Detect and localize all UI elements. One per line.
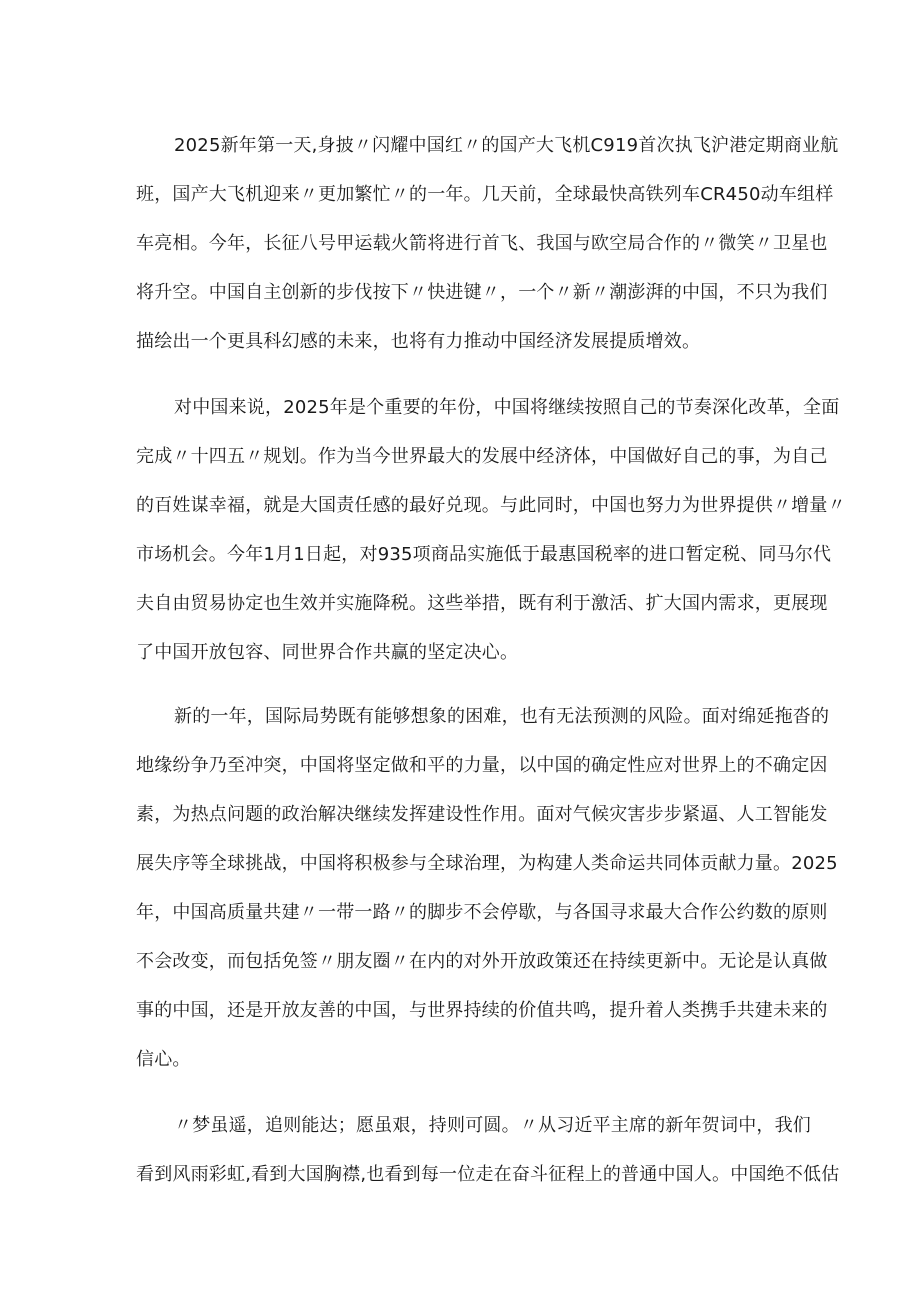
paragraph-2-line-2: 完成〃十四五〃规划。作为当今世界最大的发展中经济体，中国做好自己的事，为自己 — [136, 446, 828, 467]
paragraph-1-line-4: 将升空。中国自主创新的步伐按下〃快进键〃，一个〃新〃潮澎湃的中国，不只为我们 — [136, 282, 828, 303]
paragraph-3-line-3: 素，为热点问题的政治解决继续发挥建设性作用。面对气候灾害步步紧逼、人工智能发 — [136, 804, 828, 825]
paragraph-3-line-8: 信心。 — [136, 1049, 191, 1070]
paragraph-3-line-4: 展失序等全球挑战，中国将积极参与全球治理，为构建人类命运共同体贡献力量。2025 — [136, 853, 838, 874]
paragraph-2-line-4: 市场机会。今年1月1日起，对935项商品实施低于最惠国税率的进口暂定税、同马尔代 — [136, 544, 832, 565]
paragraph-1-line-2: 班，国产大飞机迎来〃更加繁忙〃的一年。几天前，全球最快高铁列车CR450动车组样 — [136, 184, 834, 205]
paragraph-3-line-6: 不会改变，而包括免签〃朋友圈〃在内的对外开放政策还在持续更新中。无论是认真做 — [136, 951, 828, 972]
paragraph-2-line-1: 对中国来说，2025年是个重要的年份，中国将继续按照自己的节奏深化改革，全面 — [174, 397, 840, 418]
paragraph-4-line-1: 〃梦虽遥，追则能达；愿虽艰，持则可圆。〃从习近平主席的新年贺词中，我们 — [174, 1115, 811, 1136]
paragraph-1-line-3: 车亮相。今年，长征八号甲运载火箭将进行首飞、我国与欧空局合作的〃微笑〃卫星也 — [136, 233, 828, 254]
paragraph-2-line-6: 了中国开放包容、同世界合作共赢的坚定决心。 — [136, 642, 519, 663]
paragraph-3-line-5: 年，中国高质量共建〃一带一路〃的脚步不会停歇，与各国寻求最大合作公约数的原则 — [136, 902, 828, 923]
paragraph-3-line-1: 新的一年，国际局势既有能够想象的困难，也有无法预测的风险。面对绵延拖沓的 — [174, 706, 830, 727]
paragraph-2-line-3: 的百姓谋幸福，就是大国责任感的最好兑现。与此同时，中国也努力为世界提供〃增量〃 — [136, 495, 846, 516]
paragraph-1-line-5: 描绘出一个更具科幻感的未来，也将有力推动中国经济发展提质增效。 — [136, 331, 701, 352]
paragraph-2-line-5: 夫自由贸易协定也生效并实施降税。这些举措，既有利于激活、扩大国内需求，更展现 — [136, 593, 828, 614]
paragraph-1-line-1: 2025新年第一天,身披〃闪耀中国红〃的国产大飞机C919首次执飞沪港定期商业航 — [174, 135, 839, 156]
paragraph-3-line-2: 地缘纷争乃至冲突，中国将坚定做和平的力量，以中国的确定性应对世界上的不确定因 — [136, 755, 828, 776]
paragraph-4-line-2: 看到风雨彩虹,看到大国胸襟,也看到每一位走在奋斗征程上的普通中国人。中国绝不低估 — [136, 1164, 840, 1185]
paragraph-3-line-7: 事的中国，还是开放友善的中国，与世界持续的价值共鸣，提升着人类携手共建未来的 — [136, 1000, 828, 1021]
